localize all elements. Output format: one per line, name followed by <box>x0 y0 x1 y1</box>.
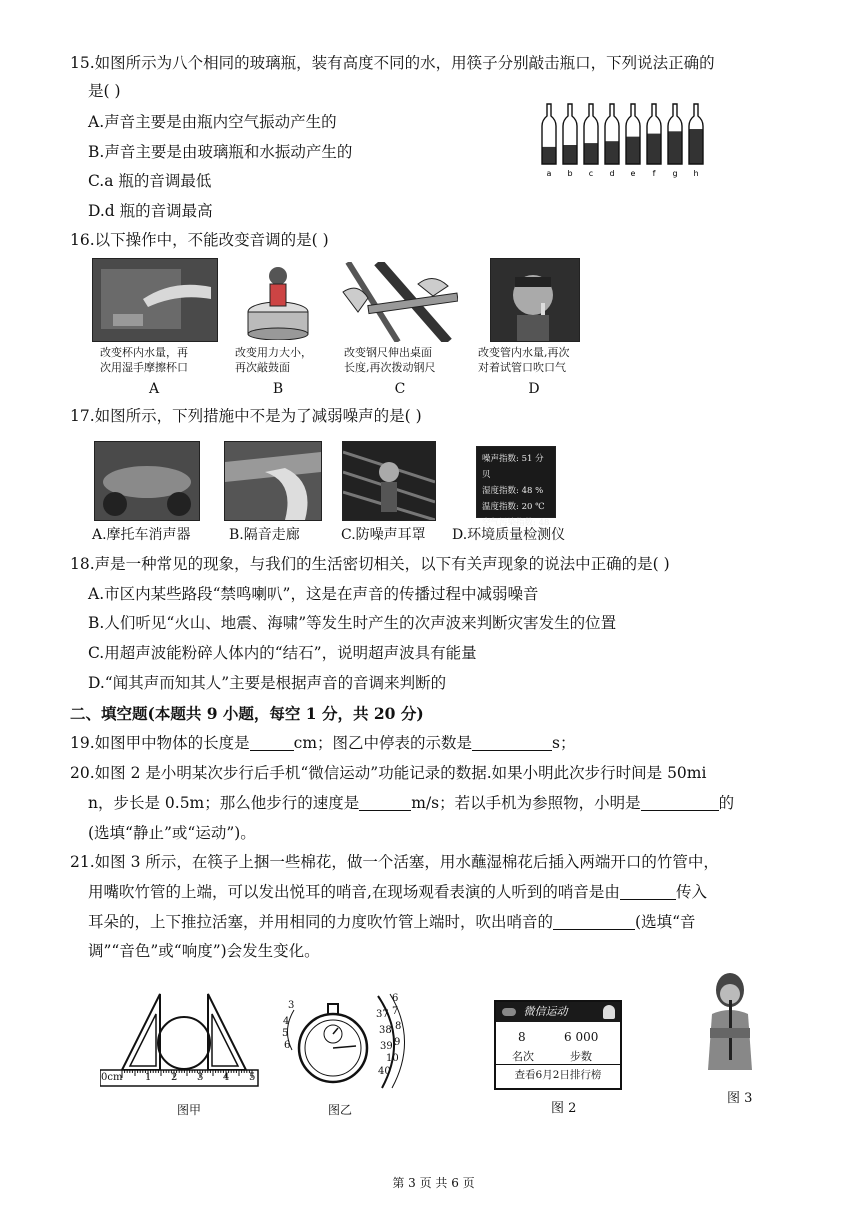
bottle-label-h: h <box>693 169 699 178</box>
q21-line4: 调”“音色”或“响度”)会发生变化。 <box>88 942 320 960</box>
q21-line1: 21.如图 3 所示，在筷子上捆一些棉花，做一个活塞，用水蘸湿棉花后插入两端开口的竹管中， <box>70 853 719 871</box>
figure2-app-title: 微信运动 <box>523 1005 568 1018</box>
bottle-d <box>605 104 619 178</box>
q18-option-c: C.用超声波能粉碎人体内的“结石”，说明超声波具有能量 <box>88 644 477 662</box>
q21-line3b: (选填“音 <box>635 913 696 931</box>
q20-line1: 20.如图 2 是小明某次步行后手机“微信运动”功能记录的数据.如果小明此次步行时间是 50mi <box>70 764 707 782</box>
bottle-water-b <box>563 145 577 164</box>
q16-caption-d-line2: 对着试管口吹口气 <box>478 361 566 374</box>
bottle-label-c: c <box>588 169 594 178</box>
figure2-rank-value: 8 <box>518 1030 526 1044</box>
page-footer: 第 3 页 共 6 页 <box>392 1176 475 1190</box>
q19-unit2: s； <box>552 734 576 752</box>
q16-caption-a-line1: 改变杯内水量，再 <box>100 346 188 359</box>
bottle-water-d <box>605 141 619 164</box>
q20-line2b: m/s；若以手机为参照物，小明是 <box>411 794 641 812</box>
q17-monitor-display <box>476 446 556 528</box>
q20-blank-speed[interactable] <box>359 794 411 811</box>
back-icon <box>502 1008 516 1016</box>
stopwatch-outer-39: 39 <box>380 1041 393 1052</box>
q21-line2b: 传入 <box>675 883 707 901</box>
stopwatch-tick-4: 4 <box>283 1016 290 1027</box>
q20-line2c: 的 <box>718 794 735 812</box>
monitor-line-humidity: 湿度指数: 48 % <box>482 486 544 496</box>
q15-option-a: A.声音主要是由瓶内空气振动产生的 <box>88 113 337 131</box>
q16-letter-c: C <box>394 381 406 397</box>
stopwatch-outer-10: 10 <box>386 1053 399 1064</box>
figure3-label: 图 3 <box>727 1091 753 1106</box>
stopwatch-outer-38: 38 <box>379 1025 392 1036</box>
stopwatch-outer-40: 40 <box>378 1066 391 1077</box>
monitor-line-temperature: 温度指数: 20 ℃ <box>482 502 545 512</box>
q16-photo-a-cup <box>92 258 218 342</box>
bottle-water-h <box>689 129 703 164</box>
q19-blank-length[interactable] <box>250 734 294 751</box>
bottle-label-f: f <box>652 169 656 178</box>
bottle-water-e <box>626 137 640 164</box>
q20-blank-motion[interactable] <box>641 794 719 811</box>
stopwatch-outer-7: 7 <box>392 1006 399 1017</box>
q18-option-b: B.人们听见“火山、地震、海啸”等发生时产生的次声波来判断灾害发生的位置 <box>88 614 617 632</box>
q17-caption-d: D.环境质量检测仪 <box>452 527 566 543</box>
bottle-a <box>542 104 556 178</box>
figure2-steps-label: 步数 <box>570 1050 592 1063</box>
figure3-performer-photo <box>700 970 760 1076</box>
monitor-line-air: 空气污染指数: 48 <box>482 518 550 528</box>
stopwatch-tick-3: 3 <box>288 1000 295 1011</box>
figure2-steps-value: 6 000 <box>564 1030 599 1044</box>
stopwatch-outer-8: 8 <box>395 1021 402 1032</box>
q16-letter-a: A <box>148 381 160 397</box>
bottle-label-g: g <box>672 169 678 178</box>
q19-line <box>70 732 576 754</box>
q17-caption-a: A.摩托车消声器 <box>92 527 191 543</box>
q19-unit1: cm；图乙中停表的示数是 <box>293 734 473 752</box>
bottle-water-c <box>584 143 598 164</box>
q16-letter-b: B <box>272 381 284 397</box>
q16-caption-c-line2: 长度,再次拨动钢尺 <box>344 361 436 374</box>
q16-caption-d-line1: 改变管内水量,再次 <box>478 346 570 359</box>
q21-line3a: 耳朵的，上下推拉活塞，并用相同的力度吹竹管上端时，吹出哨音的 <box>88 913 554 931</box>
user-icon <box>603 1005 615 1019</box>
q15-option-c: C.a 瓶的音调最低 <box>88 172 212 190</box>
bottle-water-a <box>542 147 556 164</box>
bottle-c <box>584 104 598 178</box>
q18-option-d: D.“闻其声而知其人”主要是根据声音的音调来判断的 <box>88 674 447 692</box>
stopwatch-outer-9: 9 <box>394 1037 401 1048</box>
q19-text: 19.如图甲中物体的长度是 <box>70 734 250 752</box>
figure-jia-ruler <box>100 988 260 1088</box>
q20-line2 <box>88 792 734 814</box>
figure2-label: 图 2 <box>551 1101 577 1116</box>
bottle-water-f <box>647 134 661 164</box>
q16-caption-a-line2: 次用湿手摩擦杯口 <box>100 361 188 374</box>
q21-blank-medium[interactable] <box>620 883 676 900</box>
ruler-tick-label: 2 <box>171 1072 178 1083</box>
q21-line2a: 用嘴吹竹管的上端，可以发出悦耳的哨音,在现场观看表演的人听到的哨音是由 <box>88 883 620 901</box>
bottle-label-d: d <box>609 169 615 178</box>
q17-photo-c-earmuffs <box>342 441 436 521</box>
q15-option-b: B.声音主要是由玻璃瓶和水振动产生的 <box>88 143 353 161</box>
figure-yi-stopwatch <box>278 990 413 1090</box>
figure2-footer: 查看6月2日排行榜 <box>496 1064 620 1085</box>
stopwatch-tick-5: 5 <box>282 1028 289 1039</box>
figure2-header <box>496 1002 620 1022</box>
section2-heading: 二、填空题(本题共 9 小题，每空 1 分，共 20 分) <box>70 704 424 723</box>
bottle-water-g <box>668 131 682 164</box>
bottle-e <box>626 104 640 178</box>
q17-caption-c: C.防噪声耳罩 <box>341 527 426 543</box>
q17-photo-a-muffler <box>94 441 200 521</box>
q19-blank-stopwatch[interactable] <box>472 734 552 751</box>
q15-option-d: D.d 瓶的音调最高 <box>88 202 213 220</box>
q16-photo-b-drum <box>238 262 318 340</box>
q16-letter-d: D <box>528 381 540 397</box>
q21-line3 <box>88 911 696 933</box>
figure2-phone-screen <box>494 1000 622 1090</box>
monitor-line-noise: 噪声指数: 51 分贝 <box>482 454 544 480</box>
q16-photo-c-ruler <box>338 262 458 342</box>
ruler-unit-label: 0cm <box>101 1072 123 1083</box>
q16-caption-c-line1: 改变钢尺伸出桌面 <box>344 346 432 359</box>
q15-stem-line1: 15.如图所示为八个相同的玻璃瓶，装有高度不同的水，用筷子分别敲击瓶口，下列说法正确的 <box>70 54 715 72</box>
q17-stem: 17.如图所示，下列措施中不是为了减弱噪声的是( ) <box>70 407 422 425</box>
stopwatch-outer-6: 6 <box>392 993 399 1004</box>
ruler-tick-label: 1 <box>145 1072 152 1083</box>
ruler-tick-label: 5 <box>249 1072 256 1083</box>
q18-stem: 18.声是一种常见的现象，与我们的生活密切相关，以下有关声现象的说法中正确的是( ) <box>70 555 670 573</box>
q15-stem-line2: 是( ) <box>88 82 121 100</box>
bottle-f <box>647 104 661 178</box>
q21-blank-property[interactable] <box>553 913 635 930</box>
q16-stem: 16.以下操作中，不能改变音调的是( ) <box>70 231 329 249</box>
q20-line2a: n，步长是 0.5m；那么他步行的速度是 <box>88 794 360 812</box>
bottle-label-e: e <box>630 169 636 178</box>
ruler-tick-label: 3 <box>197 1072 204 1083</box>
bottle-g <box>668 104 682 178</box>
figure2-rank-label: 名次 <box>512 1050 534 1063</box>
q17-photo-b-corridor <box>224 441 322 521</box>
q16-caption-b-line1: 改变用力大小， <box>235 346 312 359</box>
stopwatch-tick-6: 6 <box>284 1040 291 1051</box>
ruler-tick-label: 4 <box>223 1072 230 1083</box>
q20-line3: (选填“静止”或“运动”)。 <box>88 824 256 842</box>
q21-line2 <box>88 881 707 903</box>
bottle-b <box>563 104 577 178</box>
figure-yi-label: 图乙 <box>328 1103 353 1117</box>
bottles-figure <box>536 100 716 180</box>
figure-jia-label: 图甲 <box>177 1103 202 1117</box>
q18-option-a: A.市区内某些路段“禁鸣喇叭”，这是在声音的传播过程中减弱噪音 <box>88 585 539 603</box>
q16-caption-b-line2: 再次敲鼓面 <box>235 361 290 374</box>
q17-caption-b: B.隔音走廊 <box>229 527 300 543</box>
bottle-label-b: b <box>567 169 573 178</box>
q16-photo-d-tube <box>490 258 580 342</box>
stopwatch-outer-37: 37 <box>376 1009 389 1020</box>
bottle-label-a: a <box>546 169 552 178</box>
bottle-h <box>689 104 703 178</box>
